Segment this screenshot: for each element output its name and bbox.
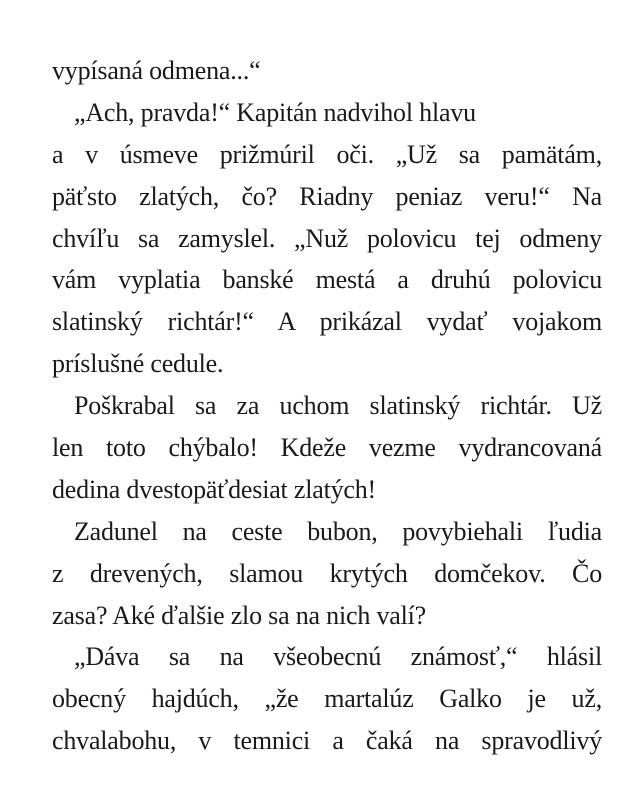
text-line: obecný hajdúch, „že martalúz Galko je už, bbox=[52, 684, 602, 714]
text-line: chvalabohu, v temnici a čaká na spravodlivý bbox=[52, 726, 602, 756]
text-line: vám vyplatia banské mestá a druhú polovicu bbox=[52, 265, 602, 295]
text-line: len toto chýbalo! Kdeže vezme vydrancovaná bbox=[52, 433, 602, 463]
text-line: a v úsmeve prižmúril oči. „Už sa pamätám, bbox=[52, 139, 602, 169]
text-line: Poškrabal sa za uchom slatinský richtár. Už bbox=[74, 391, 602, 421]
text-line: príslušné cedule. bbox=[52, 349, 224, 379]
text-line: päťsto zlatých, čo? Riadny peniaz veru!“ Na bbox=[52, 181, 602, 211]
text-line: „Dáva sa na všeobecnú známosť,“ hlásil bbox=[74, 642, 602, 672]
text-line: Zadunel na ceste bubon, povybiehali ľudia bbox=[74, 516, 602, 546]
text-line: chvíľu sa zamyslel. „Nuž polovicu tej odmeny bbox=[52, 223, 602, 253]
book-text bbox=[52, 50, 602, 762]
text-line: z drevených, slamou krytých domčekov. Čo bbox=[52, 558, 602, 588]
text-line: dedina dvestopäťdesiat zlatých! bbox=[52, 474, 377, 504]
text-line: vypísaná odmena...“ bbox=[52, 56, 261, 85]
text-line: „Ach, pravda!“ Kapitán nadvihol hlavu bbox=[74, 97, 476, 127]
text-line: slatinský richtár!“ A prikázal vydať vojakom bbox=[52, 307, 602, 337]
text-line: zasa? Aké ďalšie zlo sa na nich valí? bbox=[52, 600, 426, 630]
